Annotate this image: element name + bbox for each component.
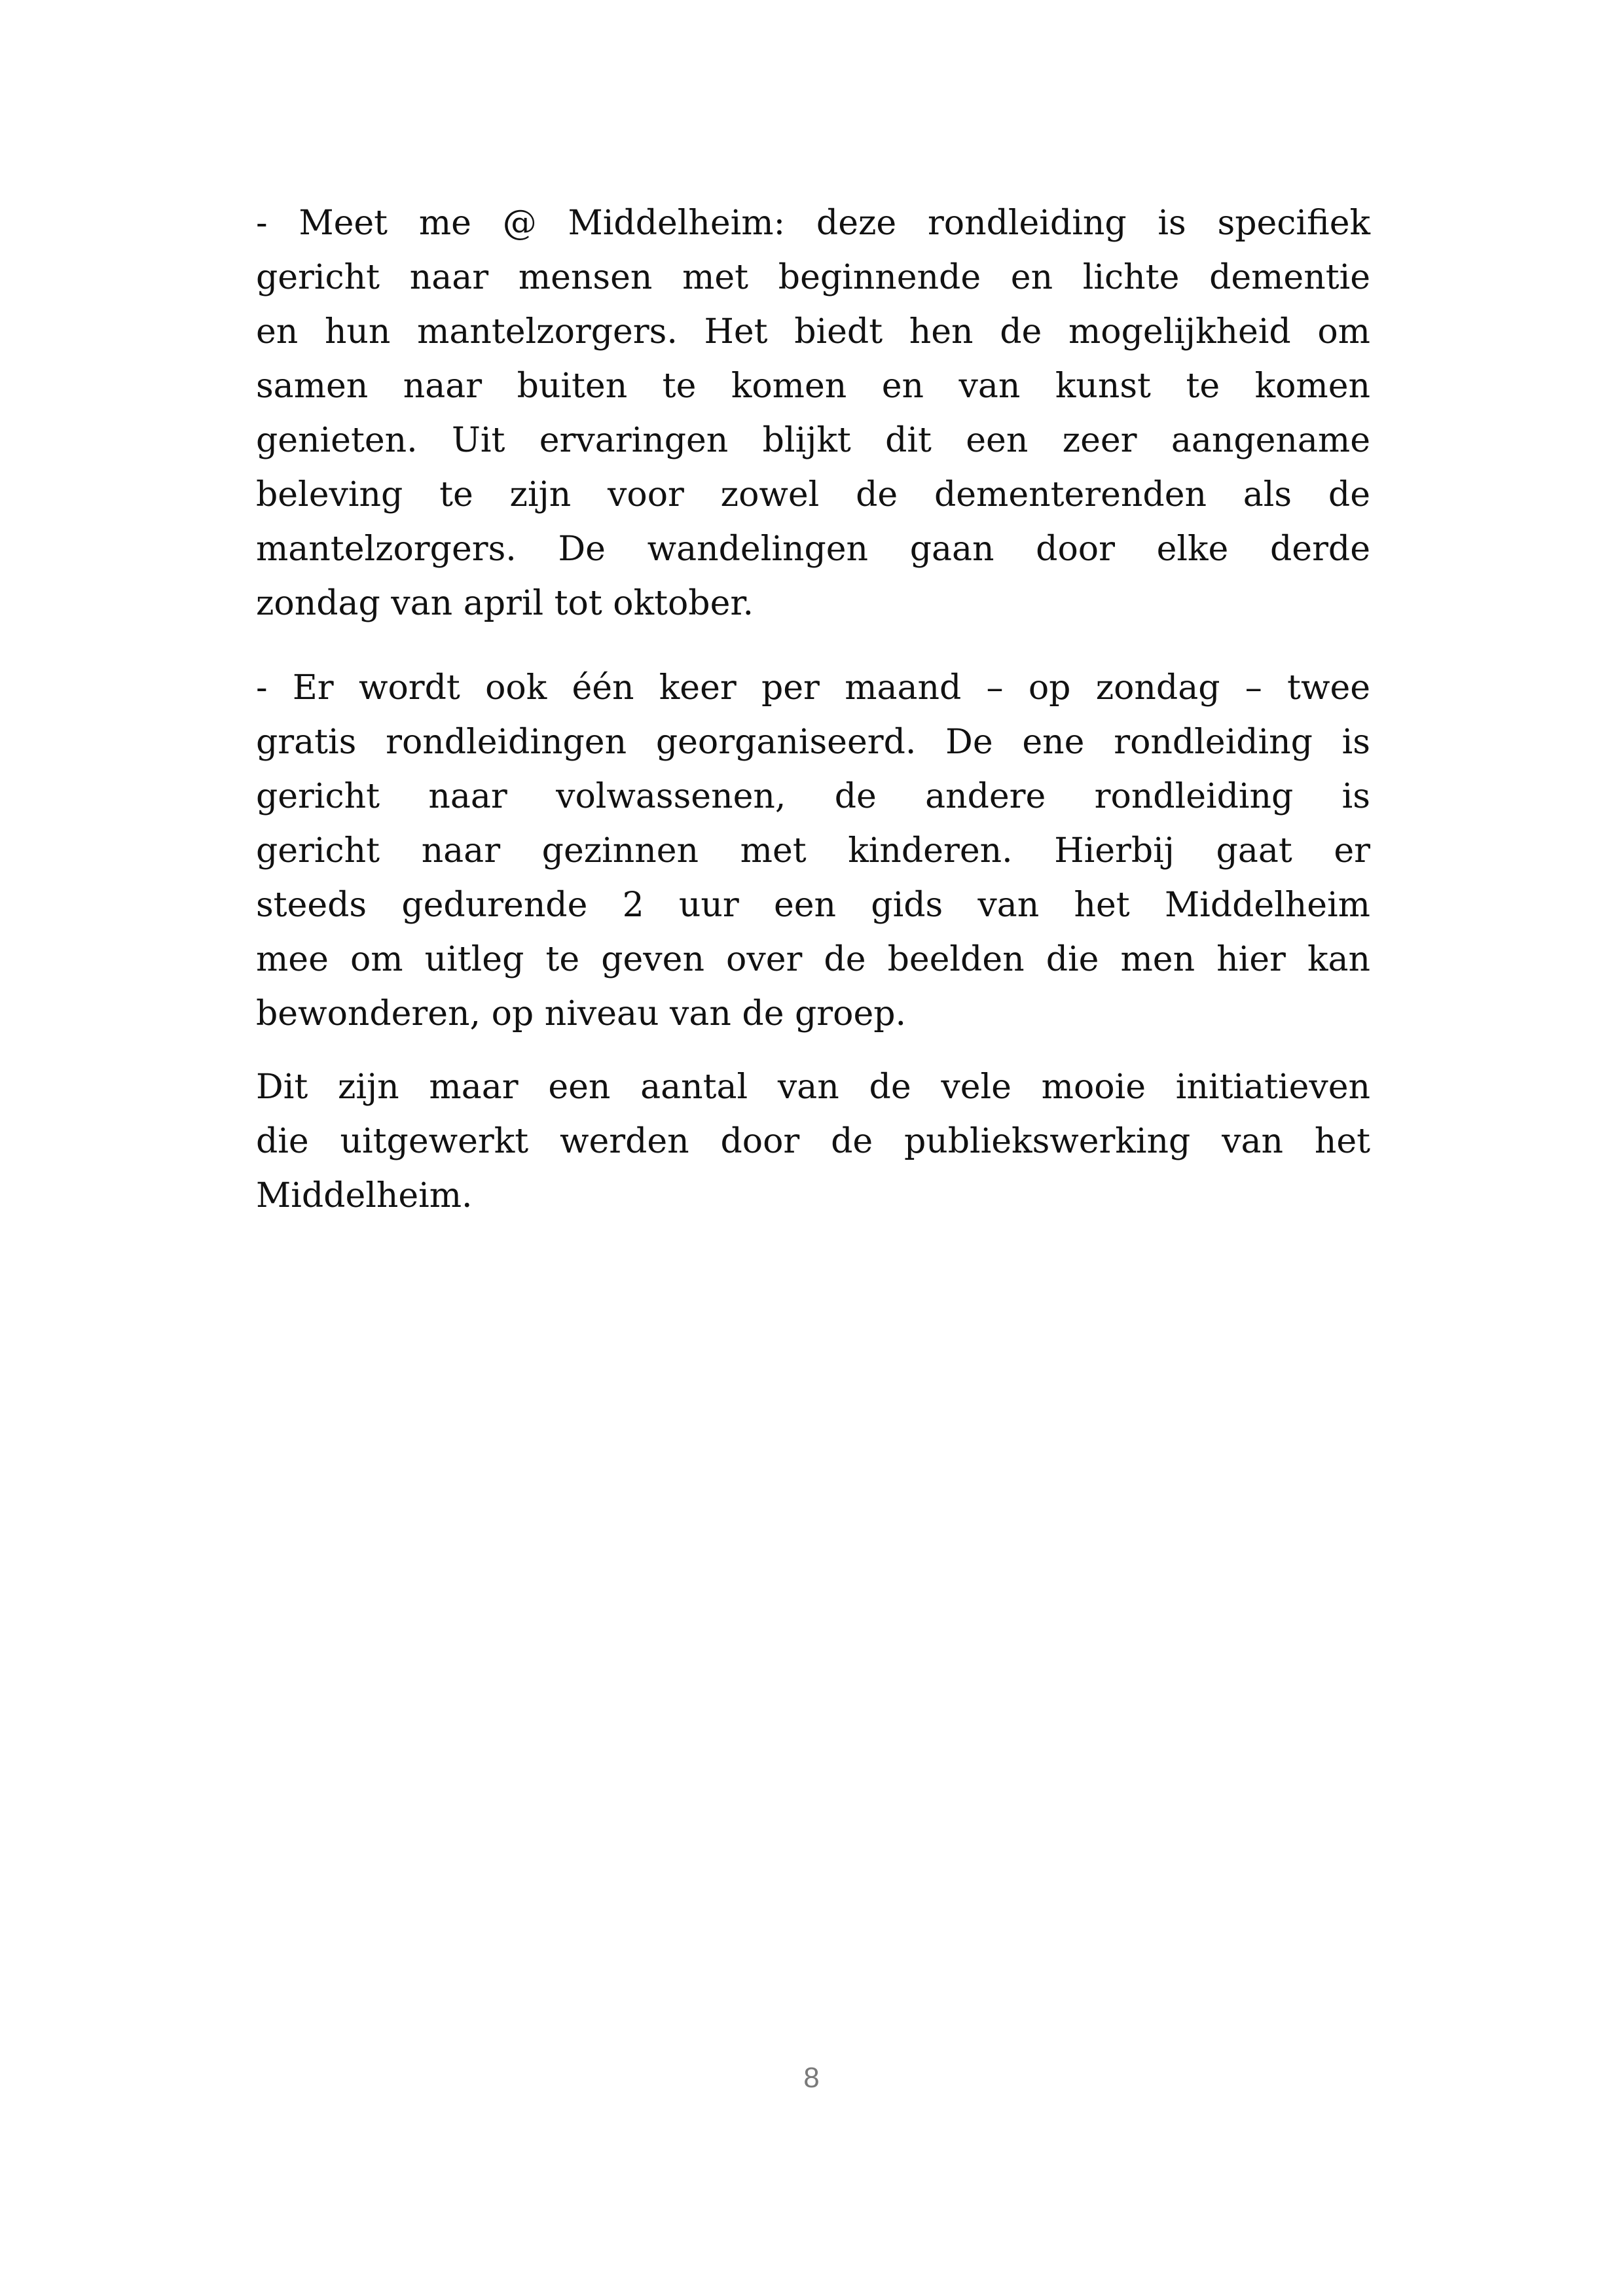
text-line: Dit zijn maar een aantal van de vele mooie initiatieven [256, 1067, 1370, 1107]
paragraph-conclusion [256, 1060, 1370, 1223]
text-line: samen naar buiten te komen en van kunst te komen [256, 367, 1370, 406]
text-line: genieten. Uit ervaringen blijkt dit een zeer aangename [256, 421, 1370, 460]
text-line: beleving te zijn voor zowel de dementerenden als de [256, 475, 1370, 514]
text-line: gericht naar volwassenen, de andere rondleiding is [256, 777, 1370, 816]
text-line: steeds gedurende 2 uur een gids van het Middelheim [256, 886, 1370, 925]
paragraph-meet-me-middelheim [256, 196, 1370, 631]
text-line: gericht naar mensen met beginnende en lichte dementie [256, 258, 1370, 297]
text-line: mantelzorgers. De wandelingen gaan door elke derde [256, 529, 1370, 569]
text-line: die uitgewerkt werden door de publiekswerking van het [256, 1122, 1370, 1161]
text-line: en hun mantelzorgers. Het biedt hen de mogelijkheid om [256, 312, 1370, 351]
text-line: gratis rondleidingen georganiseerd. De ene rondleiding is [256, 723, 1370, 762]
paragraph-free-tours [256, 661, 1370, 1041]
text-line: mee om uitleg te geven over de beelden die men hier kan [256, 940, 1370, 979]
page-number: 8 [803, 2062, 820, 2094]
text-line: gericht naar gezinnen met kinderen. Hierbij gaat er [256, 831, 1370, 870]
text-line: bewonderen, op niveau van de groep. [256, 994, 907, 1033]
text-line: zondag van april tot oktober. [256, 584, 754, 623]
text-line: Middelheim. [256, 1176, 473, 1215]
text-line: - Meet me @ Middelheim: deze rondleiding is specifiek [256, 204, 1370, 243]
text-line: - Er wordt ook één keer per maand – op zondag – twee [256, 668, 1370, 708]
